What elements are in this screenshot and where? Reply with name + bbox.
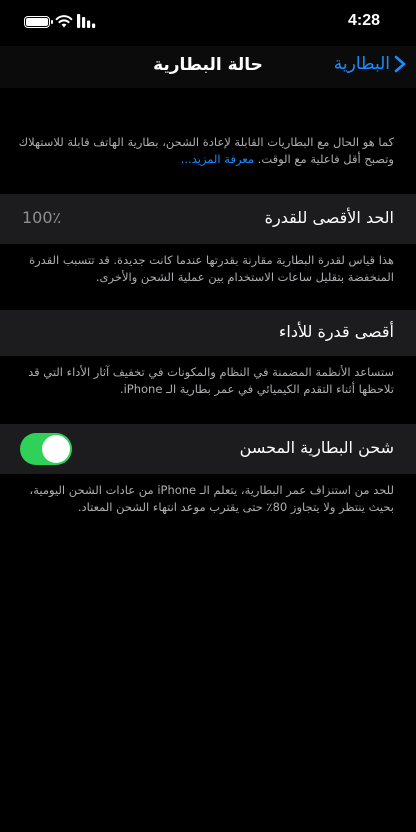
max-capacity-label: الحد الأقصى للقدرة (264, 208, 394, 227)
page-title: حالة البطارية (153, 55, 263, 75)
peak-performance-row (0, 310, 416, 356)
optimized-charging-note: للحد من استنزاف عمر البطارية، يتعلم الـ iPhone من عادات الشحن اليومية، بحيث ينتظر ولا يتجاوز 80٪ حتى يقترب موعد انتهاء الشحن المعتاد. (29, 483, 394, 514)
battery-icon (24, 16, 50, 28)
peak-performance-label: أقصى قدرة للأداء (278, 322, 394, 341)
peak-performance-note: ستساعد الأنظمة المضمنة في النظام والمكونات في تخفيف آثار الأداء التي قد تلاحظها أثناء التقدم الكيميائي في عمر بطارية الـ iPhone. (28, 365, 394, 396)
max-capacity-note: هذا قياس لقدرة البطارية مقارنة بقدرتها عندما كانت جديدة. قد تتسبب القدرة المنخفضة بتقليل ساعات الاستخدام بين عملية الشحن والأخرى. (29, 253, 394, 284)
back-button-label: البطارية (333, 54, 390, 74)
learn-more-link[interactable]: معرفة المزيد... (180, 152, 255, 166)
max-capacity-value: 100٪ (22, 208, 62, 227)
optimized-charging-toggle[interactable] (20, 433, 72, 465)
chevron-right-icon (394, 55, 406, 73)
status-time: 4:28 (347, 12, 380, 29)
status-bar (0, 0, 416, 46)
wifi-icon (55, 13, 73, 29)
cellular-signal-icon (77, 14, 97, 28)
intro-text-block (18, 134, 394, 168)
intro-text: كما هو الحال مع البطاريات القابلة لإعادة الشحن، بطارية الهاتف قابلة للاستهلاك وتصبح أقل فاعلية مع الوقت. (18, 135, 394, 166)
toggle-knob (42, 435, 70, 463)
optimized-charging-label: شحن البطارية المحسن (239, 438, 394, 457)
navigation-bar (0, 46, 416, 88)
max-capacity-row (0, 194, 416, 244)
back-button[interactable] (334, 54, 406, 74)
